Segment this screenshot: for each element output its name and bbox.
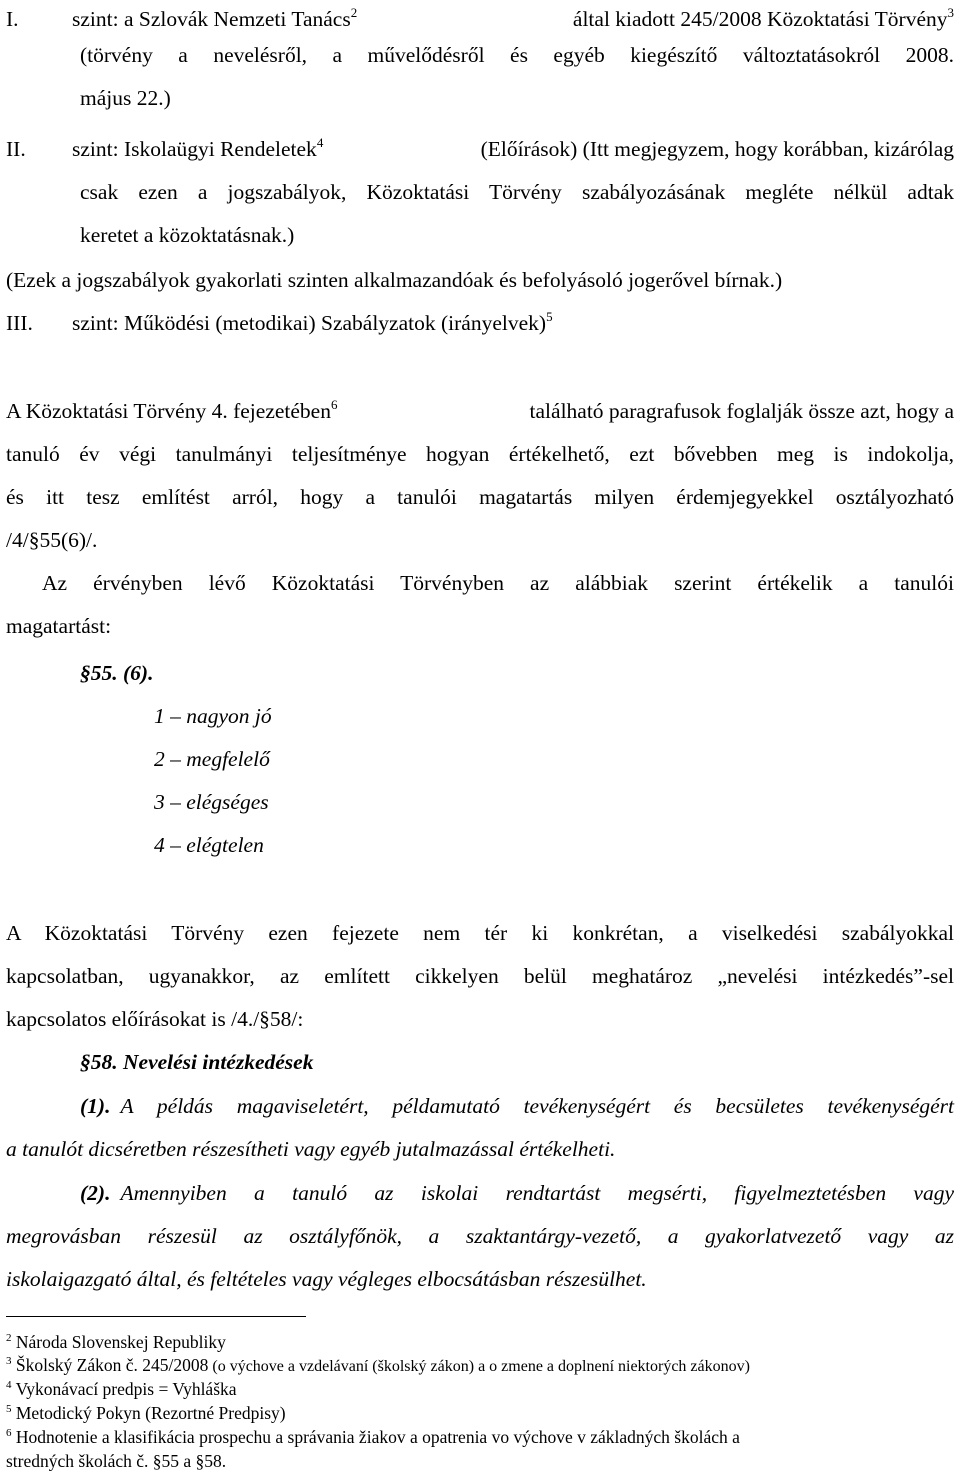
para1-line-2: tanuló év végi tanulmányi teljesítménye hogyan értékelhető, ezt bővebben meg is indokolja, bbox=[6, 442, 954, 466]
para1-line-3: és itt tesz említést arról, hogy a tanulói magatartás milyen érdemjegyekkel osztályozható bbox=[6, 485, 954, 509]
levels-note: (Ezek a jogszabályok gyakorlati szinten alkalmazandóak és befolyásoló jogerővel bírnak.) bbox=[6, 268, 783, 292]
section-58-p2-number: (2). bbox=[80, 1181, 111, 1205]
section-58-p2-line-1 bbox=[80, 1172, 954, 1215]
footnote-ref-5: 5 bbox=[546, 309, 553, 324]
section-55-heading: §55. (6). bbox=[80, 661, 154, 685]
footnote-text: Vykonávací predpis = Vyhláška bbox=[15, 1379, 237, 1399]
footnote-ref-2: 2 bbox=[350, 5, 358, 20]
grade-item: 3 – elégséges bbox=[154, 790, 269, 814]
section-58-p1-number: (1). bbox=[80, 1094, 111, 1118]
footnote-number: 6 bbox=[6, 1427, 12, 1439]
para2-line-2: magatartást: bbox=[6, 614, 112, 638]
footnote-4 bbox=[6, 1377, 940, 1401]
footnote-number: 4 bbox=[6, 1379, 12, 1391]
level-2-text-b: (Előírások) (Itt megjegyzem, hogy korábban, kizárólag bbox=[480, 137, 954, 161]
para1-line-4: /4/§55(6)/. bbox=[6, 528, 98, 552]
footnote-6-cont: stredných školách č. §55 a §58. bbox=[6, 1451, 227, 1471]
section-58-p1-line-2: a tanulót dicséretben részesítheti vagy egyéb jutalmazással értékelheti. bbox=[6, 1137, 616, 1161]
para3-line-1: A Közoktatási Törvény ezen fejezete nem tér ki konkrétan, a viselkedési szabályokkal bbox=[6, 921, 954, 945]
section-58-p2-line-2: megrovásban részesül az osztályfőnök, a szaktantárgy-vezető, a gyakorlatvezető vagy az bbox=[6, 1224, 954, 1248]
footnote-number: 3 bbox=[6, 1355, 12, 1367]
footnote-ref-6: 6 bbox=[330, 397, 338, 412]
grade-list bbox=[154, 695, 272, 867]
para2-line-1: Az érvényben lévő Közoktatási Törvényben az alábbiak szerint értékelik a tanulói bbox=[42, 571, 954, 595]
footnote-ref-3: 3 bbox=[947, 5, 954, 20]
para1-text-b: található paragrafusok foglalják össze azt, hogy a bbox=[529, 399, 954, 423]
para3-line-3: kapcsolatos előírásokat is /4./§58/: bbox=[6, 1007, 304, 1031]
level-2-number: II. bbox=[6, 137, 26, 161]
para3-line-2: kapcsolatban, ugyanakkor, az említett cikkelyen belül meghatároz „nevelési intézkedés”-sel bbox=[6, 964, 954, 988]
section-58-heading: §58. Nevelési intézkedések bbox=[80, 1050, 314, 1074]
section-58-p1-line-1 bbox=[80, 1085, 954, 1128]
grade-item: 1 – nagyon jó bbox=[154, 704, 272, 728]
footnote-text: Metodický Pokyn (Rezortné Predpisy) bbox=[15, 1403, 286, 1423]
section-58-p1-text: A példás magaviseletért, példamutató tevékenységért és becsületes tevékenységért bbox=[120, 1094, 954, 1118]
grade-item: 2 – megfelelő bbox=[154, 747, 270, 771]
footnote-text: Národa Slovenskej Republiky bbox=[15, 1332, 226, 1352]
level-2-text-a: szint: Iskolaügyi Rendeletek bbox=[72, 137, 317, 161]
section-58-p2-text: Amennyiben a tanuló az iskolai rendtartást megsérti, figyelmeztetésben vagy bbox=[120, 1181, 954, 1205]
footnote-text: Hodnotenie a klasifikácia prospechu a správania žiakov a opatrenia vo výchove v základných školách a bbox=[15, 1427, 740, 1447]
footnote-number: 2 bbox=[6, 1332, 12, 1344]
level-3-text: szint: Működési (metodikai) Szabályzatok (irányelvek) bbox=[72, 311, 547, 335]
footnote-separator bbox=[6, 1316, 306, 1317]
footnote-6 bbox=[6, 1425, 940, 1449]
level-1-text-a: szint: a Szlovák Nemzeti Tanács bbox=[72, 7, 351, 31]
level-2-line-3: keretet a közoktatásnak.) bbox=[80, 223, 295, 247]
level-1-text-b: által kiadott 245/2008 Közoktatási Törvény bbox=[572, 7, 948, 31]
para1-text-a: A Közoktatási Törvény 4. fejezetében bbox=[6, 399, 331, 423]
footnote-ref-4: 4 bbox=[316, 135, 324, 150]
level-1-number: I. bbox=[6, 7, 19, 31]
level-1-line-2: (törvény a nevelésről, a művelődésről és egyéb kiegészítő változtatásokról 2008. bbox=[80, 43, 954, 67]
footnote-5 bbox=[6, 1401, 940, 1425]
level-3-number: III. bbox=[6, 311, 33, 335]
level-3-item bbox=[6, 302, 954, 345]
para1-line-1 bbox=[6, 390, 954, 433]
level-1-line-3: május 22.) bbox=[80, 86, 171, 110]
footnote-3 bbox=[6, 1353, 940, 1379]
level-2-item bbox=[6, 128, 954, 171]
level-2-line-2: csak ezen a jogszabályok, Közoktatási Törvény szabályozásának megléte nélkül adtak bbox=[80, 180, 954, 204]
grade-item: 4 – elégtelen bbox=[154, 833, 264, 857]
footnote-text: Školský Zákon č. 245/2008 bbox=[15, 1355, 209, 1375]
section-58-p2-line-3: iskolaigazgató által, és feltételes vagy végleges elbocsátásban részesülhet. bbox=[6, 1267, 647, 1291]
footnote-number: 5 bbox=[6, 1403, 12, 1415]
footnote-text-small: (o výchove a vzdelávaní (školský zákon) a o zmene a doplnení niektorých zákonov) bbox=[208, 1358, 750, 1375]
footnote-2 bbox=[6, 1330, 940, 1354]
